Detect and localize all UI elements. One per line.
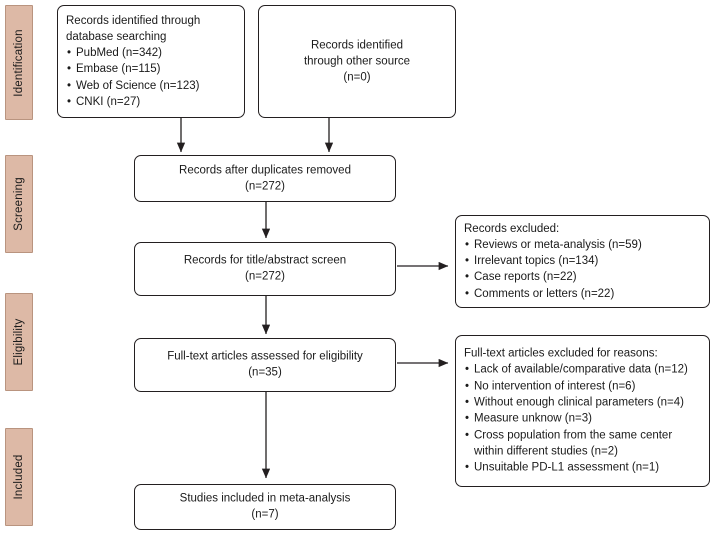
box-records-excluded (455, 215, 710, 308)
box-database-search (57, 5, 245, 118)
box-other-source-line1: Records identified (310, 39, 404, 52)
box-records-excluded-list (464, 237, 701, 302)
box-fulltext-assessed-line2: (n=35) (248, 367, 282, 379)
stage-label-eligibility-text: Eligibility (13, 318, 25, 366)
box-fulltext-excluded-list (464, 362, 701, 476)
list-item: • Case reports (n=22) (464, 270, 701, 286)
list-item: • CNKI (n=27) (66, 94, 236, 110)
box-database-search-lead: Records identified through database searching (66, 14, 201, 43)
list-item: • Comments or letters (n=22) (464, 286, 701, 302)
box-fulltext-excluded-lead: Full-text articles excluded for reasons: (464, 347, 658, 360)
box-records-excluded-lead: Records excluded: (464, 222, 560, 235)
box-database-search-list (66, 45, 236, 110)
box-fulltext-excluded (455, 335, 710, 487)
list-item: • Embase (n=115) (66, 62, 236, 78)
stage-label-screening-text: Screening (13, 177, 25, 231)
box-duplicates-removed-line2: (n=272) (245, 180, 285, 193)
box-studies-included (134, 484, 396, 530)
stage-label-identification-text: Identification (13, 28, 25, 97)
box-duplicates-removed-line1: Records after duplicates removed (179, 164, 351, 177)
stage-label-screening (5, 155, 33, 253)
box-fulltext-assessed-line1: Full-text articles assessed for eligibility (167, 350, 363, 363)
box-title-abstract-screen-line2: (n=272) (245, 271, 285, 283)
list-item: • Web of Science (n=123) (66, 78, 236, 94)
box-fulltext-assessed (134, 338, 396, 392)
stage-label-eligibility (5, 293, 33, 391)
box-title-abstract-screen-line1: Records for title/abstract screen (183, 254, 347, 267)
stage-label-identification (5, 5, 33, 120)
list-item: • Reviews or meta-analysis (n=59) (464, 237, 701, 253)
box-other-source (258, 5, 456, 118)
list-item: • Unsuitable PD-L1 assessment (n=1) (464, 460, 701, 476)
box-other-source-line3: (n=0) (343, 71, 371, 84)
box-studies-included-line2: (n=7) (251, 509, 279, 521)
list-item: • No intervention of interest (n=6) (464, 378, 701, 394)
stage-label-included-text: Included (13, 454, 25, 500)
list-item: • PubMed (n=342) (66, 45, 236, 61)
list-item: • Lack of available/comparative data (n=12) (464, 362, 701, 378)
box-studies-included-line1: Studies included in meta-analysis (179, 492, 351, 505)
list-item: • Without enough clinical parameters (n=4) (464, 395, 701, 411)
box-title-abstract-screen (134, 242, 396, 296)
box-other-source-line2: through other source (303, 55, 411, 68)
list-item: • Irrelevant topics (n=134) (464, 253, 701, 269)
stage-label-included (5, 428, 33, 526)
list-item: • Measure unknow (n=3) (464, 411, 701, 427)
list-item: • Cross population from the same center within different studies (n=2) (464, 427, 701, 460)
box-duplicates-removed (134, 155, 396, 202)
